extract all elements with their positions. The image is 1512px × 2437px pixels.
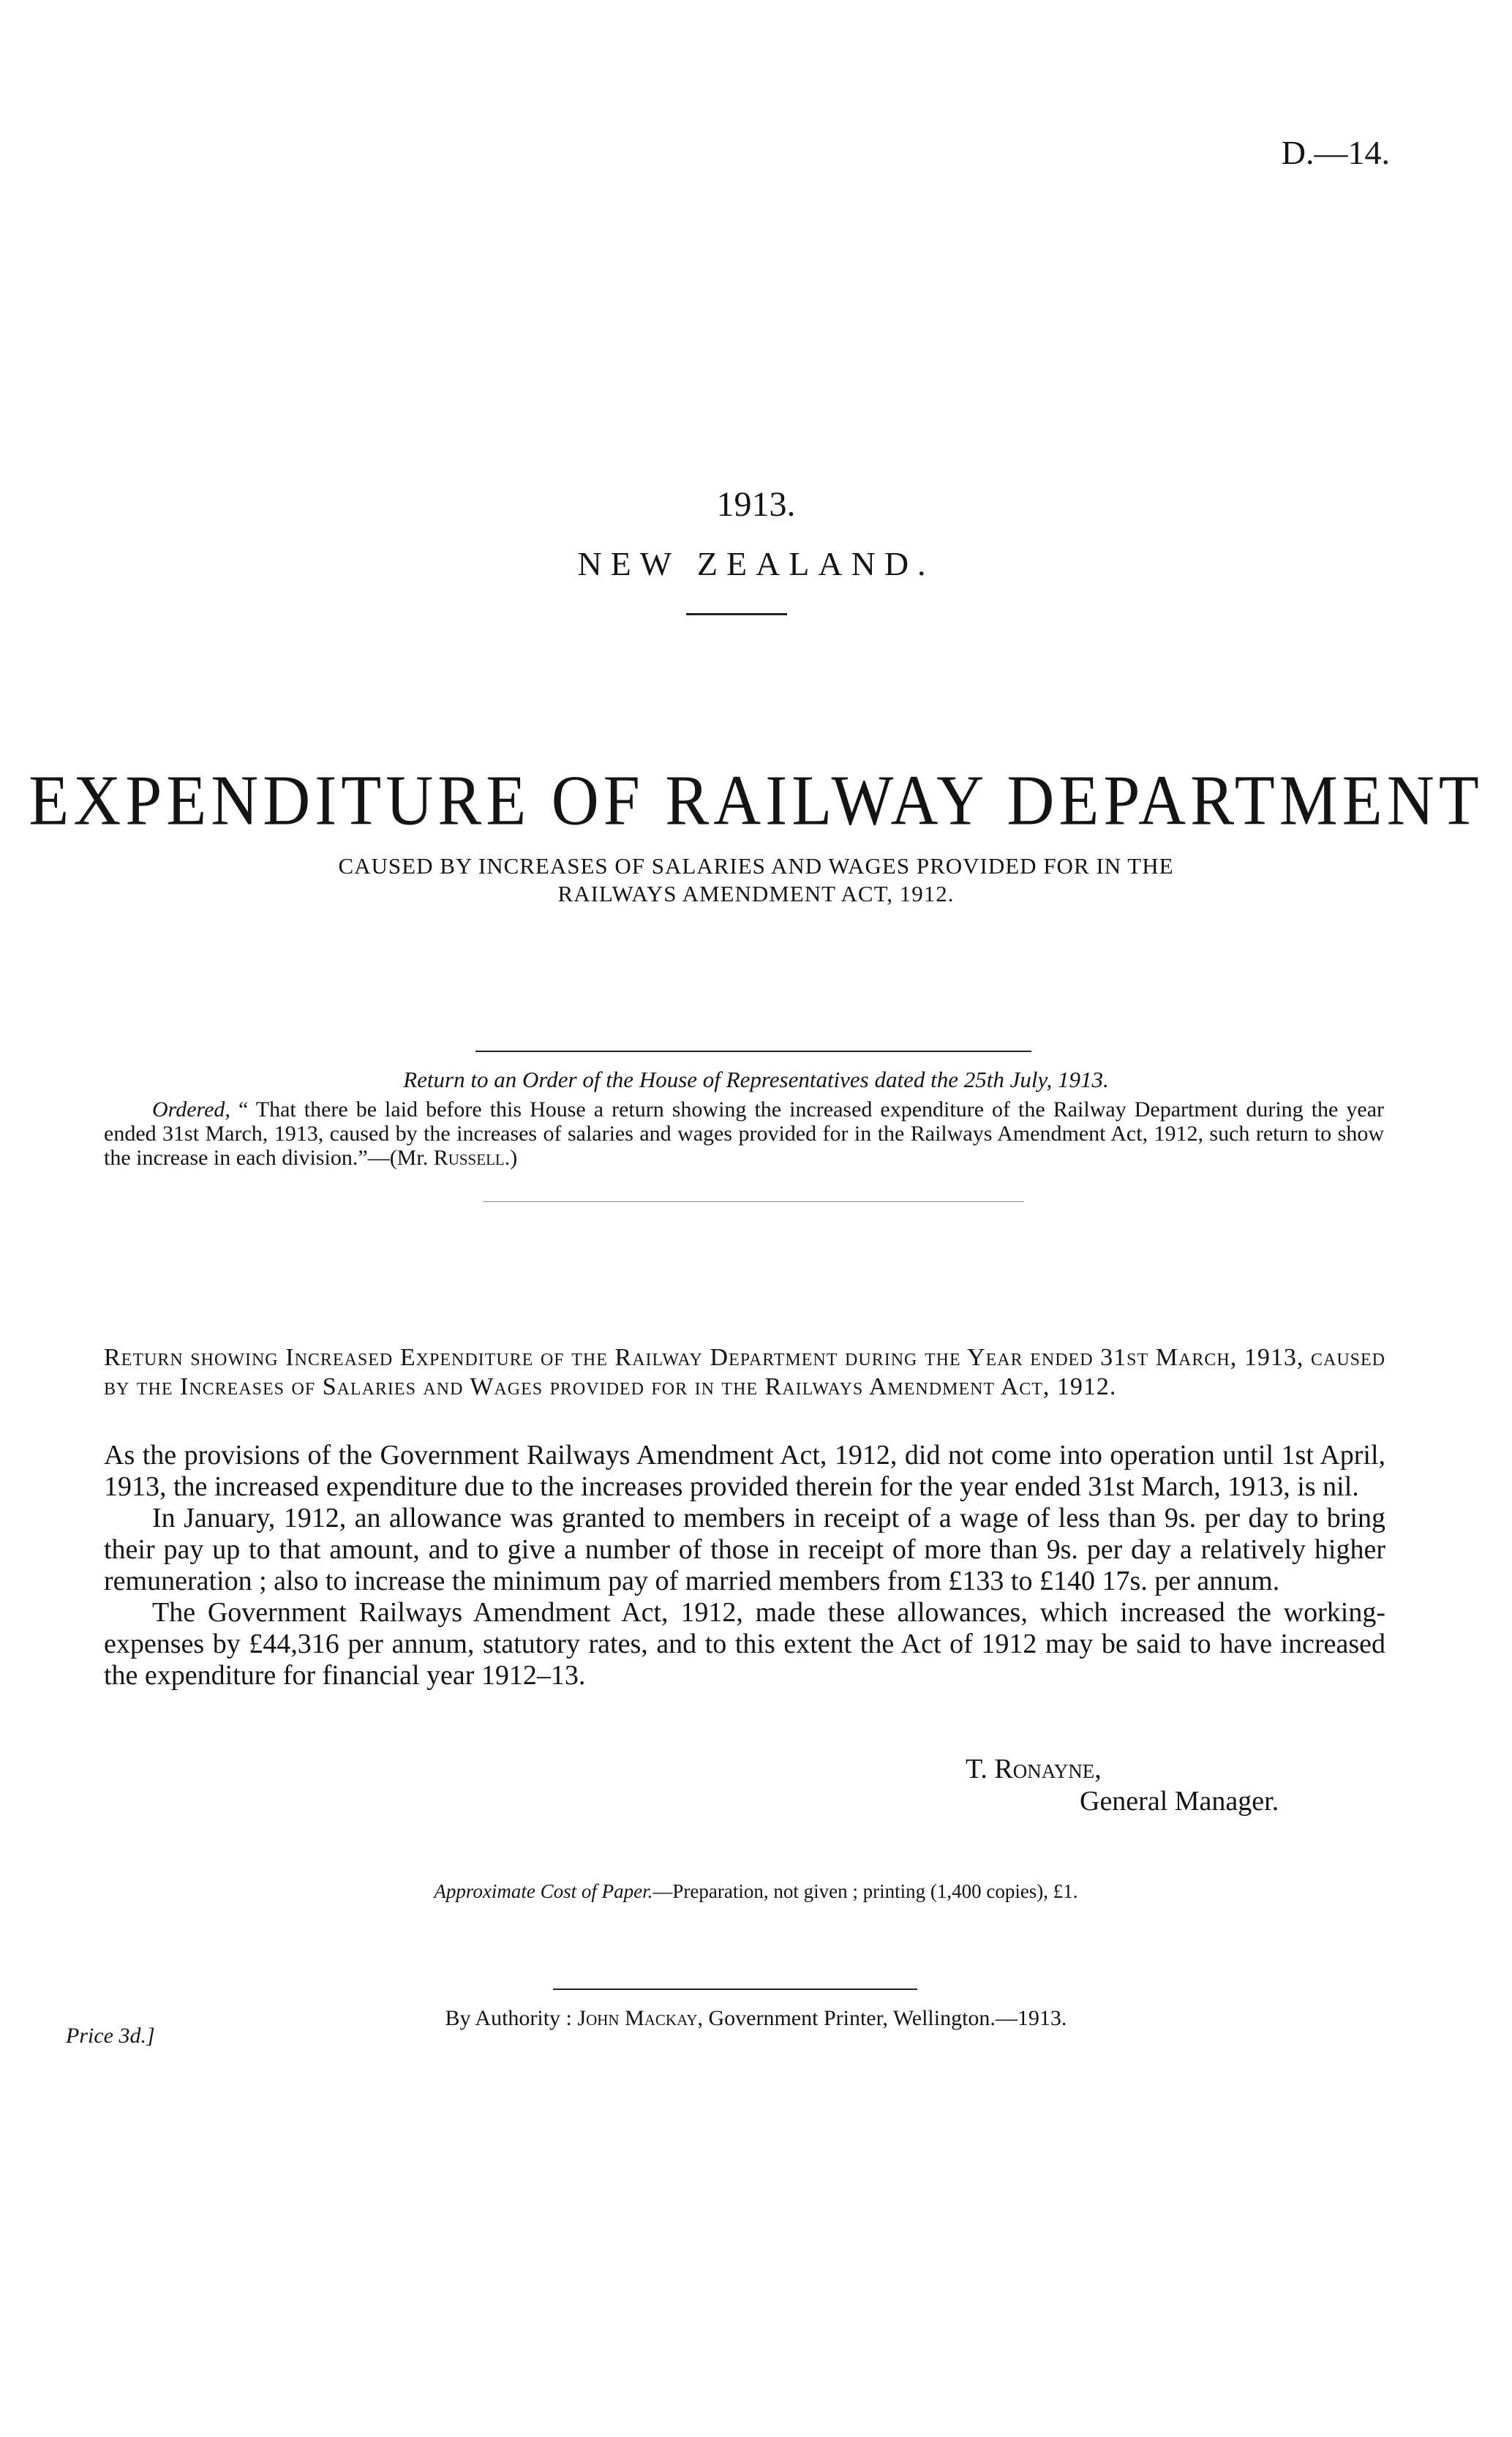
- subtitle-line-2: RAILWAYS AMENDMENT ACT, 1912.: [557, 881, 955, 906]
- paragraph-3: The Government Railways Amendment Act, 1912, made these allowances, which increased the working-expenses by £44,316 per annum, statutory rates, and to this extent the Act of 1912 may be said to have increased the expenditure for financial year 1912–13.: [104, 1597, 1385, 1691]
- year: 1913.: [716, 485, 796, 524]
- price: Price 3d.]: [66, 2024, 155, 2048]
- order-body: “ That there be laid before this House a return showing the increased expenditure of the Railway Department during the year ended 31st March, 1913, caused by the increases of salaries and wages provided for in the Railways Amendment Act, 1912, such return to show the increase in each division.”—(Mr.: [104, 1097, 1384, 1170]
- document-reference: D.—14.: [1281, 134, 1390, 171]
- order-heading: Return to an Order of the House of Representatives dated the 25th July, 1913.: [403, 1067, 1109, 1092]
- order-text: [104, 1097, 1384, 1170]
- title-divider: [686, 613, 787, 615]
- signatory-name: T. Ronayne,: [966, 1754, 1102, 1784]
- return-body: [104, 1440, 1385, 1691]
- return-heading: Return showing Increased Expenditure of the Railway Department during the Year ended 31st March, 1913, caused by the Increases of Salaries and Wages provided for in the Railways Amendment Act, 1912.: [104, 1344, 1385, 1400]
- cost-text: —Preparation, not given ; printing (1,400 copies), £1.: [652, 1880, 1078, 1902]
- authority-line: [0, 2006, 1512, 2031]
- authority-suffix: , Government Printer, Wellington.—1913.: [697, 2006, 1067, 2030]
- order-top-rule: [475, 1051, 1031, 1052]
- order-close: .): [504, 1146, 518, 1170]
- order-bottom-rule: [483, 1201, 1024, 1202]
- footer-rule: [553, 1989, 917, 1990]
- authority-prefix: By Authority :: [445, 2006, 578, 2030]
- printer-name: John Mackay: [577, 2006, 698, 2030]
- order-member: Russell: [433, 1146, 505, 1170]
- signatory-title: General Manager.: [1080, 1786, 1279, 1817]
- order-lead: Ordered,: [152, 1097, 230, 1122]
- paragraph-1: As the provisions of the Government Railways Amendment Act, 1912, did not come into operation until 1st April, 1913, the increased expenditure due to the increases provided therein for the year ended 31st March, 1913, is nil.: [104, 1440, 1385, 1502]
- paragraph-2: In January, 1912, an allowance was granted to members in receipt of a wage of less than 9s. per day to bring their pay up to that amount, and to give a number of those in receipt of more than 9s. per day a relatively higher remuneration ; also to increase the minimum pay of married members from £133 to £140 17s. per annum.: [104, 1503, 1385, 1596]
- country: NEW ZEALAND.: [577, 545, 935, 582]
- subtitle-line-1: CAUSED BY INCREASES OF SALARIES AND WAGES PROVIDED FOR IN THE: [338, 853, 1174, 879]
- cost-of-paper: [0, 1880, 1512, 1903]
- cost-label: Approximate Cost of Paper.: [434, 1880, 653, 1902]
- main-title: EXPENDITURE OF RAILWAY DEPARTMENT: [29, 762, 1483, 840]
